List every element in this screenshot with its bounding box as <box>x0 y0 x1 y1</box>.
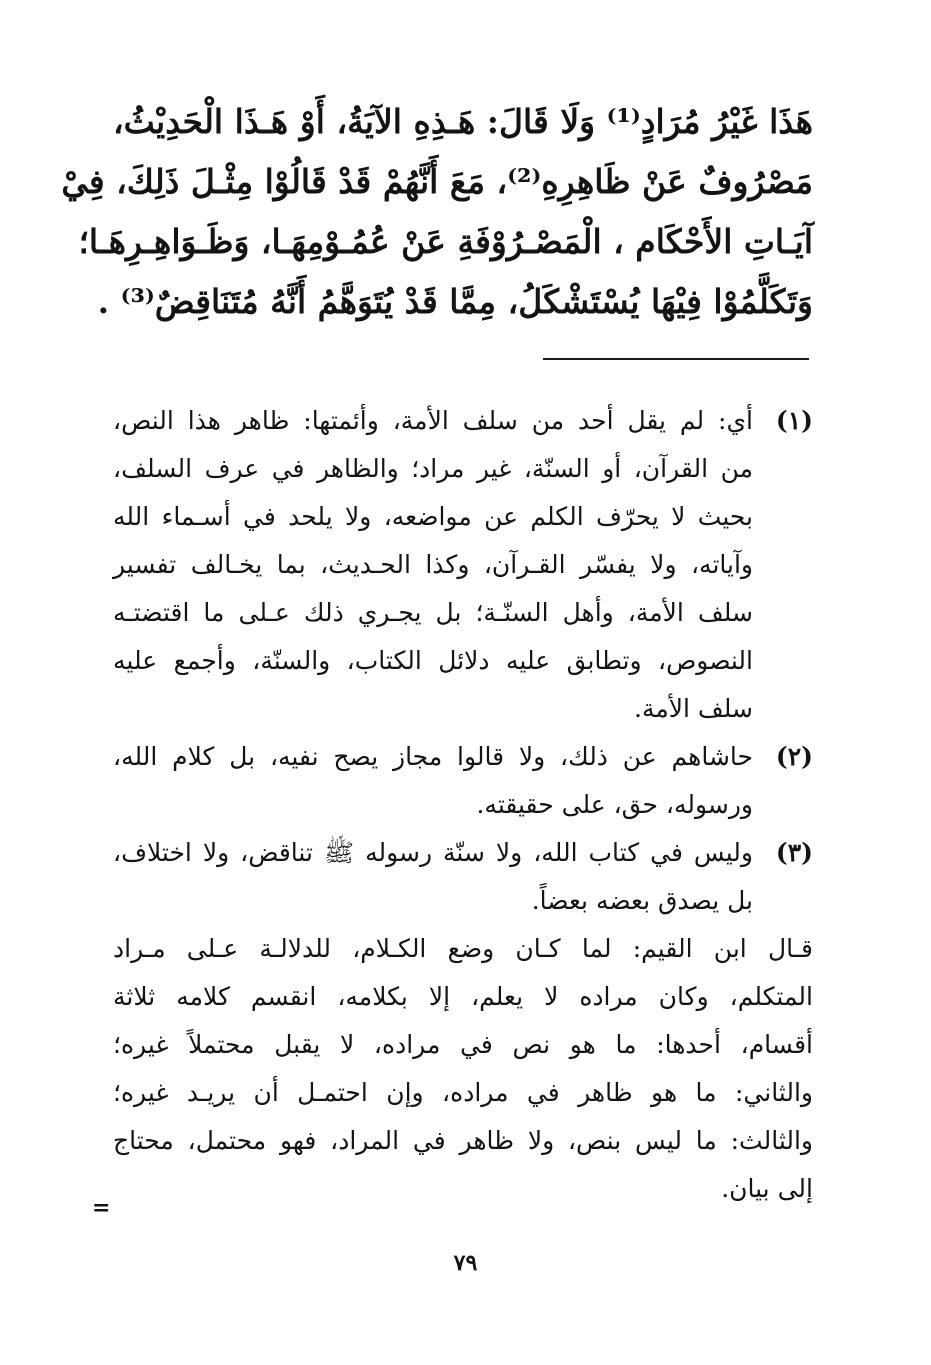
footnote-line: أي: لم يقل أحد من سلف الأمة، وأئمتها: ظاهر هذا النص، <box>113 406 753 435</box>
footnote-line: والثاني: ما هو ظاهر في مراده، وإن احتمـل أن يريـد غيره؛ <box>113 1078 813 1107</box>
footnote-line: سلف الأمة. <box>634 694 753 723</box>
footnote-line: والثالث: ما ليس بنص، ولا ظاهر في المراد، فهو محتمل، محتاج <box>113 1126 813 1155</box>
continuation-mark: = <box>92 1195 111 1221</box>
footnote-line: النصوص، وتطابق عليه دلائل الكتاب، والسنّة، وأجمع عليه <box>113 646 753 675</box>
main-text-line: وَتَكَلَّمُوْا فِيْهَا يُسْتَشْكَلُ، مِمَّا قَدْ يُتَوَهَّمُ أَنَّهُ مُتَنَاقِضٌ⁽³⁾ . <box>97 282 813 321</box>
footnote-line: المتكلم، وكان مراده لا يعلم، إلا بكلامه، انقسم كلامه ثلاثة <box>113 982 813 1011</box>
footnote-3-continuation <box>113 925 813 1213</box>
main-text-line: هَذَا غَيْرُ مُرَادٍ⁽¹⁾ وَلَا قَالَ: هَـذِهِ الآيَةُ، أَوْ هَـذَا الْحَدِيْثُ، <box>113 102 813 141</box>
footnote-1 <box>113 397 813 733</box>
footnote-line: وليس في كتاب الله، ولا سنّة رسوله ﷺ تناقض، ولا اختلاف، <box>113 838 753 867</box>
footnotes <box>113 397 813 1213</box>
main-text-line: مَصْرُوفٌ عَنْ ظَاهِرِهِ⁽²⁾، مَعَ أَنَّهُمْ قَدْ قَالُوْا مِثْـلَ ذَلِكَ، فِيْ <box>61 162 813 201</box>
footnote-3 <box>113 829 813 925</box>
footnote-line: أقسام، أحدها: ما هو نص في مراده، لا يقبل محتملاً غيره؛ <box>113 1030 813 1059</box>
footnote-number: (١) <box>775 406 813 435</box>
footnote-separator <box>543 358 809 360</box>
main-text-line: آيَـاتِ الأَحْكَام ، الْمَصْـرُوْفَةِ عَنْ عُمُـوْمِهَـا، وَظَـوَاهِـرِهَـا؛ <box>78 222 813 261</box>
footnote-number: (٢) <box>775 742 813 771</box>
main-text <box>61 92 813 332</box>
footnote-line: إلى بيان. <box>721 1174 813 1203</box>
footnote-2 <box>113 733 813 829</box>
footnote-line: بحيث لا يحرّف الكلم عن مواضعه، ولا يلحد في أسـماء الله <box>113 502 753 531</box>
page-number: ٧٩ <box>453 1250 478 1276</box>
footnote-line: حاشاهم عن ذلك، ولا قالوا مجاز يصح نفيه، بل كلام الله، <box>113 742 753 771</box>
footnote-line: قـال ابن القيم: لما كـان وضع الكـلام، للدلالـة عـلى مـراد <box>113 934 813 963</box>
footnote-number: (٣) <box>775 838 813 867</box>
footnote-line: بل يصدق بعضه بعضاً. <box>531 886 753 915</box>
footnote-line: من القرآن، أو السنّة، غير مراد؛ والظاهر في عرف السلف، <box>113 454 753 483</box>
footnote-line: ورسوله، حق، على حقيقته. <box>476 790 753 819</box>
footnote-line: سلف الأمة، وأهل السنّـة؛ بل يجـري ذلك عـلى ما اقتضتـه <box>113 598 753 627</box>
footnote-line: وآياته، ولا يفسّر القـرآن، وكذا الحـديث، بما يخـالف تفسير <box>113 550 753 579</box>
